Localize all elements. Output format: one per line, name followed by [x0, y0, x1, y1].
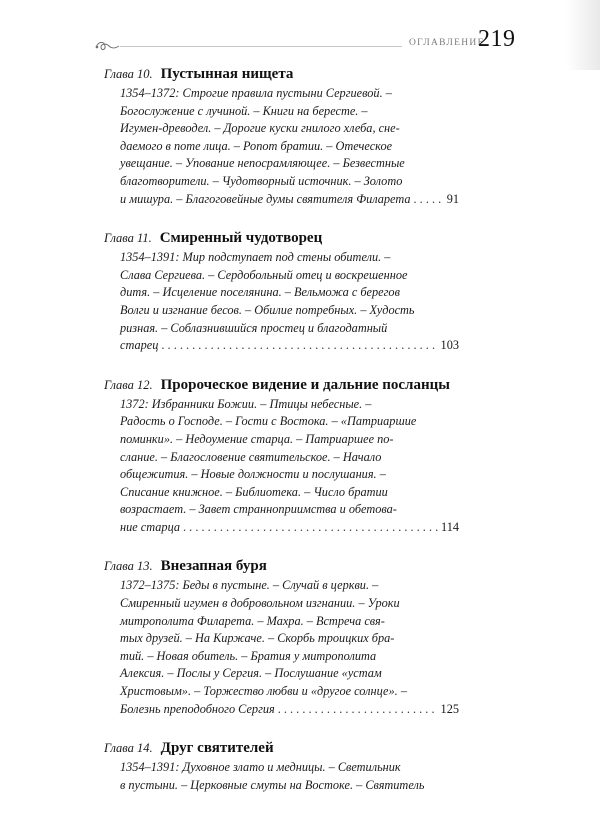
summary-line: тий. – Новая обитель. – Братия у митрополита — [120, 648, 377, 663]
summary-line: 1354–1372: Строгие правила пустыни Сергиевой. – — [120, 86, 392, 100]
dot-leader — [183, 519, 438, 537]
summary-line: Волги и изгнание бесов. – Обилие потребных. – Худость — [120, 302, 415, 317]
chapter-number: Глава 13. — [104, 559, 153, 574]
chapter-summary — [120, 85, 459, 208]
summary-last-line: ние старца — [120, 519, 181, 534]
dot-leader — [278, 701, 438, 719]
page-header — [0, 0, 600, 70]
chapter-number: Глава 10. — [104, 67, 153, 81]
summary-line: ризная. – Соблазнившийся простец и благодатный — [120, 320, 388, 335]
summary-line: Игумен-древодел. – Дорогие куски гнилого хлеба, сне- — [120, 121, 400, 136]
summary-line: Слава Сергиева. – Сердобольный отец и воскрешенное — [120, 267, 408, 282]
summary-line: 1354–1391: Мир подступает под стены обители. – — [120, 250, 391, 265]
toc-entry-leader — [120, 337, 459, 355]
summary-last-line: Болезнь преподобного Сергия — [120, 701, 275, 716]
summary-line: Богослужение с лучиной. – Книги на бересте. – — [120, 103, 368, 118]
dot-leader — [414, 191, 444, 209]
chapter-page-number: 125 — [440, 701, 459, 716]
chapter-title: Пустынная нищета — [160, 66, 294, 82]
chapter-title: Смиренный чудотворец — [159, 230, 323, 247]
summary-last-line: и мишура. – Благоговейные думы святителя Филарета — [120, 191, 411, 206]
page-edge-shadow — [566, 0, 600, 70]
summary-line: Христовым». – Торжество любви и «другое солнце». – — [120, 684, 407, 699]
chapter-page-number: 91 — [446, 191, 459, 206]
summary-line: даемого в поте лица. – Ропот братии. – Отеческое — [120, 138, 393, 153]
chapter-heading — [104, 66, 459, 83]
chapter-heading — [104, 230, 459, 247]
toc-chapter-14 — [104, 740, 459, 794]
chapter-number: Глава 14. — [104, 741, 153, 756]
chapter-summary — [120, 759, 459, 794]
summary-line: митрополита Филарета. – Махра. – Встреча свя- — [120, 613, 385, 628]
toc-chapter-12 — [104, 377, 459, 537]
summary-line: тых друзей. – На Киржаче. – Скорбь троицких бра- — [120, 631, 395, 646]
header-rule-texture — [120, 45, 402, 48]
toc-entry-leader — [120, 191, 459, 209]
chapter-summary — [120, 249, 459, 355]
summary-line: 1354–1391: Духовное злато и медницы. – Светильник — [120, 760, 401, 775]
summary-line: общежития. – Новые должности и послушания. – — [120, 467, 386, 482]
summary-line: возрастает. – Завет странноприимства и обетова- — [120, 502, 397, 517]
dot-leader — [161, 337, 437, 355]
flourish-icon — [94, 38, 120, 54]
chapter-heading — [104, 740, 459, 757]
page-number: 219 — [478, 26, 516, 52]
summary-line: дитя. – Исцеление поселянина. – Вельможа с берегов — [120, 285, 400, 300]
summary-line: Списание книжное. – Библиотека. – Число братии — [120, 484, 388, 499]
chapter-page-number: 114 — [441, 519, 459, 534]
summary-line: 1372: Избранники Божии. – Птицы небесные. – — [120, 396, 372, 411]
chapter-heading — [104, 377, 459, 394]
summary-line: слание. – Благословение святительское. – Начало — [120, 449, 382, 464]
chapter-page-number: 103 — [440, 338, 459, 353]
chapter-summary — [120, 577, 459, 718]
toc-chapter-10 — [104, 66, 459, 208]
table-of-contents — [104, 66, 459, 816]
chapter-summary — [120, 396, 459, 537]
toc-chapter-13 — [104, 558, 459, 718]
running-title: ОГЛАВЛЕНИЕ — [409, 38, 485, 48]
toc-entry-leader — [120, 701, 459, 719]
summary-line: увещание. – Упование непосрамляющее. – Безвестные — [120, 156, 405, 171]
summary-last-line: старец — [120, 338, 159, 353]
toc-chapter-11 — [104, 230, 459, 355]
summary-line: 1372–1375: Беды в пустыне. – Случай в церкви. – — [120, 578, 379, 593]
chapter-number: Глава 11. — [104, 231, 152, 246]
summary-line: благотворители. – Чудотворный источник. – Золото — [120, 173, 403, 188]
toc-entry-leader — [120, 519, 459, 537]
summary-line: Радость о Господе. – Гости с Востока. – «Патриаршие — [120, 414, 417, 429]
chapter-title: Внезапная буря — [160, 558, 267, 575]
chapter-title: Друг святителей — [160, 740, 274, 757]
summary-line: в пустыни. – Церковные смуты на Востоке. – Святитель — [120, 777, 425, 792]
summary-line: Смиренный игумен в добровольном изгнании. – Уроки — [120, 596, 400, 611]
chapter-heading — [104, 558, 459, 575]
summary-line: поминки». – Недоумение старца. – Патриаршее по- — [120, 431, 394, 446]
summary-line: Алексия. – Послы у Сергия. – Послушание «устам — [120, 666, 382, 681]
chapter-title: Пророческое видение и дальние посланцы — [160, 376, 450, 393]
chapter-number: Глава 12. — [104, 377, 153, 392]
